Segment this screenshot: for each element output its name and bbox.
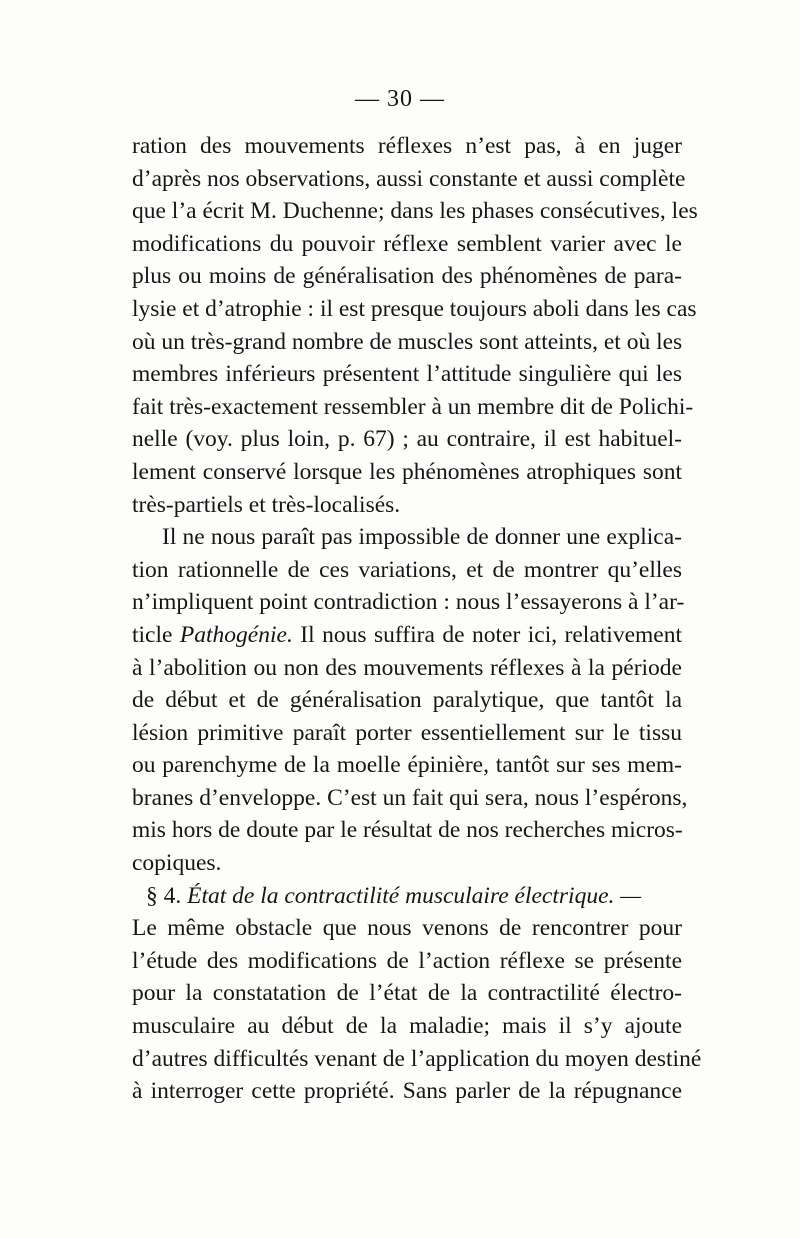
text-line: n’impliquent point contradiction : nous l’essayerons à l’ar-: [132, 589, 685, 616]
text-line: plus ou moins de généralisation des phénomènes de para-: [132, 263, 682, 290]
section-title: État de la contractilité musculaire électrique. —: [187, 882, 642, 909]
section-mark: § 4.: [146, 882, 182, 909]
text-line: ration des mouvements réflexes n’est pas, à en juger: [132, 133, 682, 159]
text-fragment: ticle: [132, 621, 180, 648]
text-line: [132, 619, 682, 652]
text-line: d’après nos observations, aussi constante et aussi complète: [132, 165, 686, 192]
text-fragment: Il nous suffira de noter ici, relativement: [292, 621, 682, 648]
text-line: pour la constatation de l’état de la contractilité électro-: [132, 980, 682, 1007]
text-line: de début et de généralisation paralytique, que tantôt la: [132, 687, 682, 714]
text-line: lysie et d’atrophie : il est presque toujours aboli dans les cas: [132, 295, 697, 322]
page-number: — 30 —: [355, 86, 445, 112]
text-line: lésion primitive paraît porter essentiellement sur le tissu: [132, 719, 682, 746]
text-line: où un très-grand nombre de muscles sont atteints, et où les: [132, 328, 683, 355]
italic-term: Pathogénie.: [179, 621, 293, 648]
text-line: membres inférieurs présentent l’attitude singulière qui les: [132, 361, 682, 388]
text-line: copiques.: [132, 850, 222, 877]
section: [132, 880, 702, 1108]
text-line: ou parenchyme de la moelle épinière, tantôt sur ses mem-: [132, 752, 682, 779]
text-line: l’étude des modifications de l’action réflexe se présente: [132, 947, 682, 974]
text-line: modifications du pouvoir réflexe semblent varier avec le: [132, 230, 682, 257]
text-line: fait très-exactement ressembler à un membre dit de Polichi-: [132, 393, 694, 420]
text-line: Le même obstacle que nous venons de rencontrer pour: [132, 915, 682, 942]
text-line: que l’a écrit M. Duchenne; dans les phases consécutives, les: [132, 198, 698, 225]
page-body: [132, 130, 702, 1108]
text-line: à interroger cette propriété. Sans parler de la répugnance: [132, 1078, 682, 1105]
text-line: très-partiels et très-localisés.: [132, 491, 401, 518]
text-line: lement conservé lorsque les phénomènes atrophiques sont: [132, 458, 682, 485]
text-line: d’autres difficultés venant de l’application du moyen destiné: [132, 1045, 702, 1072]
paragraph: [132, 130, 698, 521]
paragraph: [132, 521, 688, 880]
text-line: nelle (voy. plus loin, p. 67) ; au contraire, il est habituel-: [132, 426, 682, 453]
text-line: musculaire au début de la maladie; mais il s’y ajoute: [132, 1013, 682, 1040]
text-line: tion rationnelle de ces variations, et de montrer qu’elles: [132, 556, 682, 583]
section-heading-line: [132, 880, 682, 913]
text-line: Il ne nous paraît pas impossible de donner une explica-: [162, 524, 682, 551]
text-line: branes d’enveloppe. C’est un fait qui sera, nous l’espérons,: [132, 784, 688, 811]
text-line: à l’abolition ou non des mouvements réflexes à la période: [132, 654, 682, 681]
text-line: mis hors de doute par le résultat de nos recherches micros-: [132, 817, 683, 844]
